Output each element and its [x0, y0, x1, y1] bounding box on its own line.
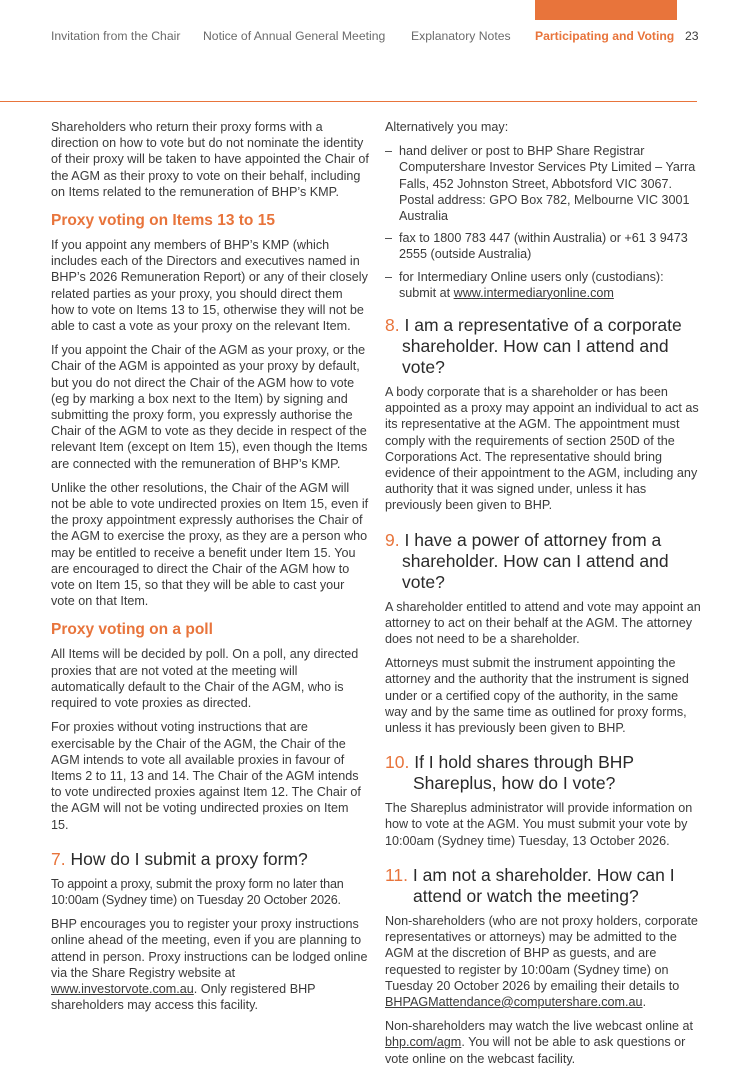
question-number: 11. [385, 864, 409, 885]
paragraph: The Shareplus administrator will provide information on how to vote at the AGM. You must submit your vote by 10:00am (Sydney time) Tuesday, 13 October 2026. [385, 801, 693, 848]
paragraph-text: BHP encourages you to register your proxy instructions online ahead of the meeting, even if you are planning to attend in person. Proxy instructions can be lodged online via the Share Registry website at [51, 917, 368, 980]
question-title: How do I submit a proxy form? [70, 848, 308, 869]
attendance-email-link[interactable]: BHPAGMattendance@computershare.com.au [385, 994, 643, 1009]
list-item [385, 269, 703, 301]
paragraph-text: Non-shareholders may watch the live webcast online at [385, 1019, 694, 1034]
paragraph: A body corporate that is a shareholder or has been appointed as a proxy may appoint an individual to act as its representative at the AGM. The appointment must comply with the requirements of section 250D of the Corporations Act. The representative should bring evidence of their appointment to the AGM, including any authority that it was signed under, unless it has previously been given to BHP. [385, 385, 699, 513]
paragraph [385, 1018, 703, 1067]
left-column [51, 119, 369, 1021]
question-title: I am not a shareholder. How can I attend or watch the meeting? [412, 864, 675, 906]
intro-paragraph: Shareholders who return their proxy forms with a direction on how to vote but do not nominate the identity of their proxy will be taken to have appointed the Chair of the AGM as their proxy to vote on their behalf, including on Items related to the remuneration of BHP’s KMP. [51, 120, 369, 199]
investorvote-link[interactable]: www.investorvote.com.au [51, 981, 194, 996]
question-10-heading [385, 752, 703, 794]
webcast-link[interactable]: bhp.com/agm [385, 1035, 462, 1050]
page-number: 23 [685, 29, 699, 43]
paragraph: For proxies without voting instructions that are exercisable by the Chair of the AGM, the Chair of the AGM intends to vote all available proxies in favour of Items 2 to 11, 13 and 14. The Chair of the AGM intends to vote undirected proxies against Item 12. The Chair of the AGM will not be voting undirected proxies on Item 15. [51, 720, 361, 832]
paragraph [385, 913, 703, 1010]
list-item-text: for Intermediary Online users only (custodians): submit at [399, 269, 664, 300]
proxy-poll-heading: Proxy voting on a poll [51, 621, 213, 639]
nav-item-invitation[interactable]: Invitation from the Chair [51, 29, 181, 43]
question-title: I have a power of attorney from a shareholder. How can I attend and vote? [402, 529, 669, 592]
proxy-items-heading: Proxy voting on Items 13 to 15 [51, 212, 275, 230]
question-11-heading [385, 865, 703, 907]
intermediaryonline-link[interactable]: www.intermediaryonline.com [453, 285, 614, 300]
question-title: I am a representative of a corporate shareholder. How can I attend and vote? [402, 315, 682, 378]
paragraph-text: Non-shareholders (who are not proxy holders, corporate representatives or attorneys) may be admitted to the AGM at the discretion of BHP as guests, and are requested to register by 10:00am (Sydney time) on Tuesday 20 October 2026 by emailing their details to [385, 913, 698, 993]
active-section-tab [535, 0, 677, 20]
paragraph: A shareholder entitled to attend and vote may appoint an attorney to act on their behalf at the AGM. The attorney does not need to be a shareholder. [385, 599, 701, 647]
paragraph: If you appoint any members of BHP’s KMP (which includes each of the Directors and executives named in BHP’s 2026 Remuneration Report) or any of their closely related parties as your proxy, you should direct them how to vote on Items 13 to 15, otherwise they will not be able to cast a vote as your proxy on the relevant Item. [51, 238, 368, 334]
header-divider [0, 101, 697, 102]
question-number: 10. [385, 752, 410, 773]
question-number: 9. [385, 529, 400, 550]
question-title: If I hold shares through BHP Shareplus, how do I vote? [413, 752, 634, 794]
paragraph: All Items will be decided by poll. On a poll, any directed proxies that are not voted at the meeting will automatically default to the Chair of the AGM, who is required to vote proxies as directed. [51, 647, 359, 711]
list-item: – fax to 1800 783 447 (within Australia) or +61 3 9473 2555 (outside Australia) [385, 230, 703, 262]
alternatives-list [385, 143, 703, 301]
paragraph [51, 916, 369, 1013]
question-7-heading [51, 849, 369, 870]
paragraph: To appoint a proxy, submit the proxy form no later than 10:00am (Sydney time) on Tuesday 20 October 2026. [51, 876, 344, 907]
right-column [385, 119, 703, 1075]
question-number: 7. [51, 848, 66, 869]
paragraph-text: . Only registered BHP shareholders may access this facility. [51, 981, 316, 1013]
nav-item-participating-voting[interactable]: Participating and Voting [535, 29, 675, 43]
list-item: – hand deliver or post to BHP Share Registrar Computershare Investor Services Pty Limited – Yarra Falls, 452 Johnston Street, Abbotsford VIC 3067. Postal address: GPO Box 782, Melbourne VIC 3001 Australia [385, 143, 703, 224]
paragraph: Unlike the other resolutions, the Chair of the AGM will not be able to vote undirected proxies on Item 15, even if the proxy appointment expressly authorises the Chair of the AGM to exercise the proxy, as they are a person who may be entitled to receive a benefit under Item 15. You are encouraged to direct the Chair of the AGM how to vote on Item 15, so that they will be able to cast your vote on that Item. [51, 480, 369, 609]
question-number: 8. [385, 315, 400, 336]
question-9-heading [385, 530, 703, 593]
paragraph: Attorneys must submit the instrument appointing the attorney and the authority that the instrument is signed under or a certified copy of the authority, in the same way and by the same time as outlined for proxy forms, unless it has previously been given to BHP. [385, 656, 689, 736]
paragraph: If you appoint the Chair of the AGM as your proxy, or the Chair of the AGM is appointed as your proxy by default, but you do not direct the Chair of the AGM how to vote (eg by marking a box next to the Item) by signing and submitting the proxy form, you expressly authorise the Chair of the AGM to vote as they decide in respect of the relevant Item (except on Item 15), even though the Items are connected with the remuneration of BHP’s KMP. [51, 343, 368, 471]
alternatives-intro: Alternatively you may: [385, 120, 509, 134]
question-8-heading [385, 315, 703, 378]
nav-item-explanatory-notes[interactable]: Explanatory Notes [411, 29, 511, 43]
nav-item-notice[interactable]: Notice of Annual General Meeting [203, 29, 386, 43]
paragraph-text: . [642, 994, 647, 1009]
section-nav [51, 29, 698, 45]
paragraph-text: . You will not be able to ask questions or vote online on the webcast facility. [385, 1035, 686, 1066]
